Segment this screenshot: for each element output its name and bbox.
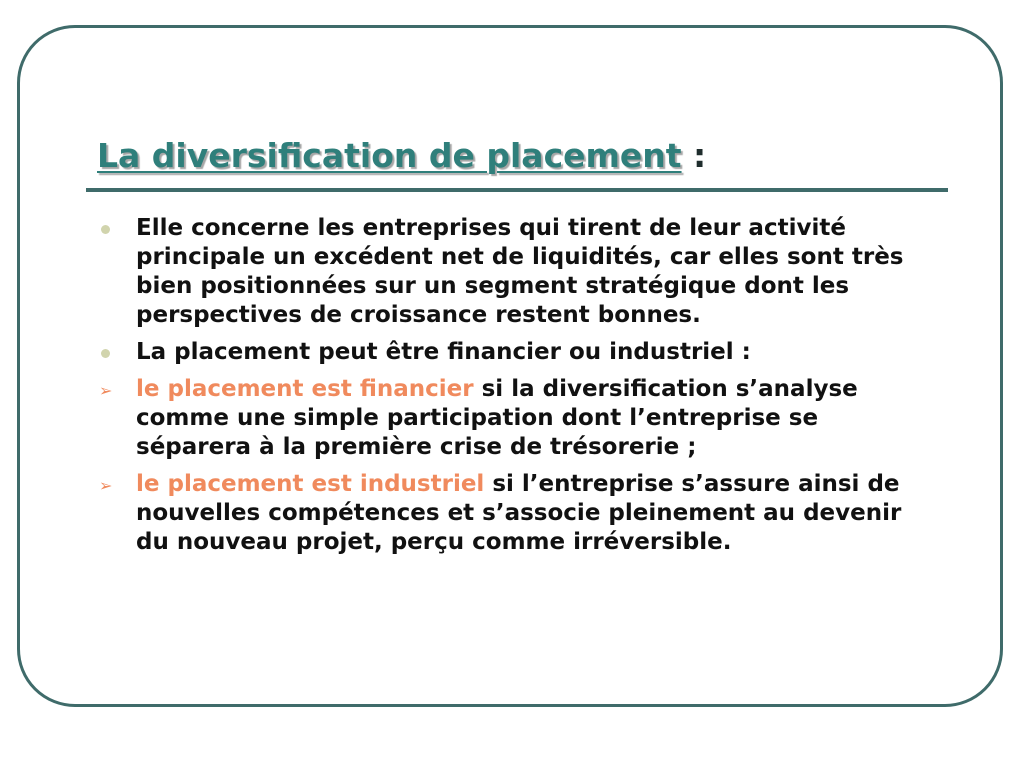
slide-title-text: La diversification de placement [97, 136, 682, 175]
slide-title-colon: : [681, 136, 707, 175]
bullet-text: si l’entreprise s’assure ainsi de nouvelles compétences et s’associe pleinement au devenir du nouveau projet, perçu comme irréversible. [136, 471, 902, 555]
bullet-text: Elle concerne les entreprises qui tirent de leur activité principale un excédent net de liquidités, car elles sont très bien positionnées sur un segment stratégique dont les perspectives de croissance restent bonnes. [136, 215, 904, 328]
bullet-item [96, 338, 936, 367]
bullet-highlight: le placement est industriel [136, 471, 485, 497]
bullet-item [96, 214, 936, 330]
bullet-highlight: le placement est financier [136, 376, 474, 402]
slide-title [97, 133, 937, 179]
dot-icon [101, 349, 110, 358]
bullet-item [96, 375, 936, 462]
bullet-text: La placement peut être financier ou industriel : [136, 339, 751, 365]
bullet-text: si la diversification s’analyse comme une simple participation dont l’entreprise se séparera à la première crise de trésorerie ; [136, 376, 858, 460]
title-divider [86, 188, 948, 192]
arrow-icon: ➢ [99, 476, 113, 495]
bullet-item [96, 470, 936, 557]
bullet-list [96, 214, 936, 565]
dot-icon [101, 225, 110, 234]
arrow-icon: ➢ [99, 381, 113, 400]
